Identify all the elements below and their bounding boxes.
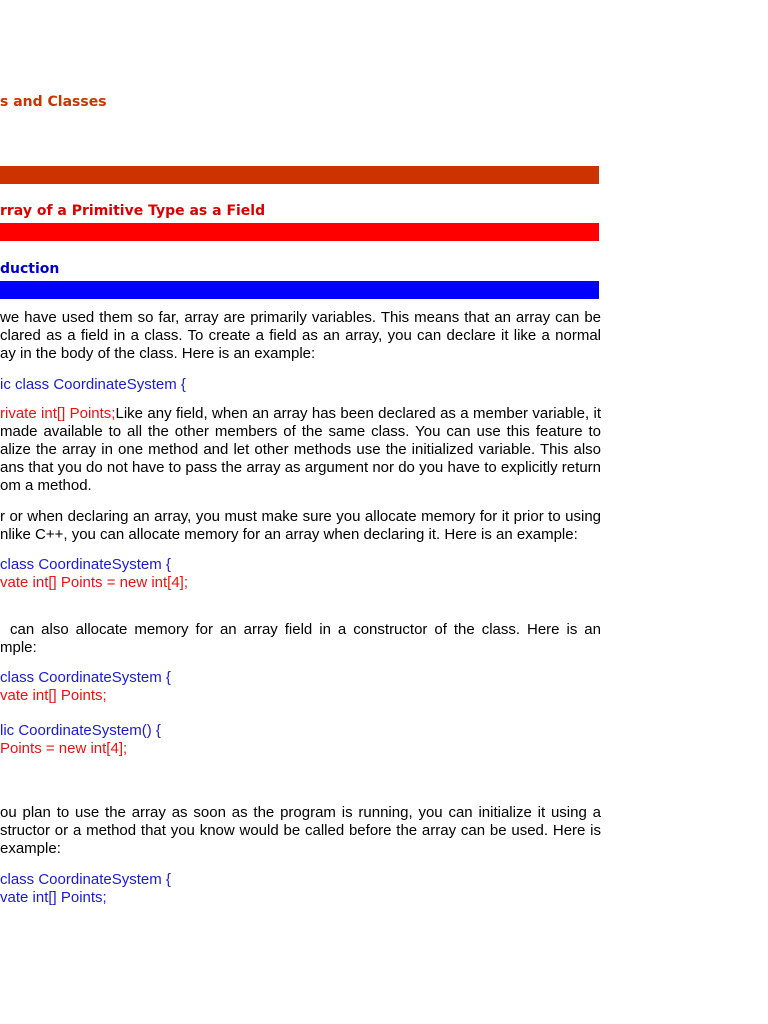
divider-bar-top [0, 166, 599, 184]
paragraph-line: r or when declaring an array, you must make sure you allocate memory for it prior to using [0, 508, 601, 525]
paragraph-line: mple: [0, 639, 37, 656]
paragraph-line: ay in the body of the class. Here is an example: [0, 345, 316, 362]
paragraph-field-usage [0, 405, 601, 495]
code-line: class CoordinateSystem { [0, 669, 171, 686]
subsection-heading: duction [0, 261, 60, 277]
paragraph-line [0, 405, 601, 423]
page-title: s and Classes [0, 94, 107, 110]
paragraph-constructor [0, 621, 601, 657]
paragraph-intro [0, 309, 601, 363]
code-line: vate int[] Points; [0, 889, 107, 906]
code-line: vate int[] Points; [0, 687, 107, 704]
paragraph-line: clared as a field in a class. To create a field as an array, you can declare it like a normal [0, 327, 601, 344]
code-line: Points = new int[4]; [0, 740, 128, 757]
paragraph-line: structor or a method that you know would be called before the array can be used. Here is [0, 822, 601, 839]
code-line: ic class CoordinateSystem { [0, 376, 186, 393]
paragraph-line: can also allocate memory for an array field in a constructor of the class. Here is an [10, 621, 601, 638]
section-heading: rray of a Primitive Type as a Field [0, 203, 266, 219]
divider-bar-bottom [0, 281, 599, 299]
code-line: class CoordinateSystem { [0, 871, 171, 888]
paragraph-line: we have used them so far, array are primarily variables. This means that an array can be [0, 309, 601, 326]
paragraph-line: om a method. [0, 477, 92, 494]
paragraph-line: ou plan to use the array as soon as the program is running, you can initialize it using a [0, 804, 601, 821]
paragraph-line: nlike C++, you can allocate memory for an array when declaring it. Here is an example: [0, 526, 578, 543]
paragraph-line: alize the array in one method and let other methods use the initialized variable. This also [0, 441, 601, 458]
paragraph-initialize [0, 804, 601, 858]
paragraph-allocate-memory [0, 508, 601, 544]
inline-code: rivate int[] Points; [0, 405, 116, 422]
code-line: vate int[] Points = new int[4]; [0, 574, 189, 591]
divider-bar-middle [0, 223, 599, 241]
paragraph-text: Like any field, when an array has been declared as a member variable, it [115, 405, 601, 422]
code-line: class CoordinateSystem { [0, 556, 171, 573]
paragraph-line: ans that you do not have to pass the array as argument nor do you have to explicitly return [0, 459, 601, 476]
code-line: lic CoordinateSystem() { [0, 722, 161, 739]
paragraph-line: made available to all the other members of the same class. You can use this feature to [0, 423, 601, 440]
paragraph-line: example: [0, 840, 61, 857]
